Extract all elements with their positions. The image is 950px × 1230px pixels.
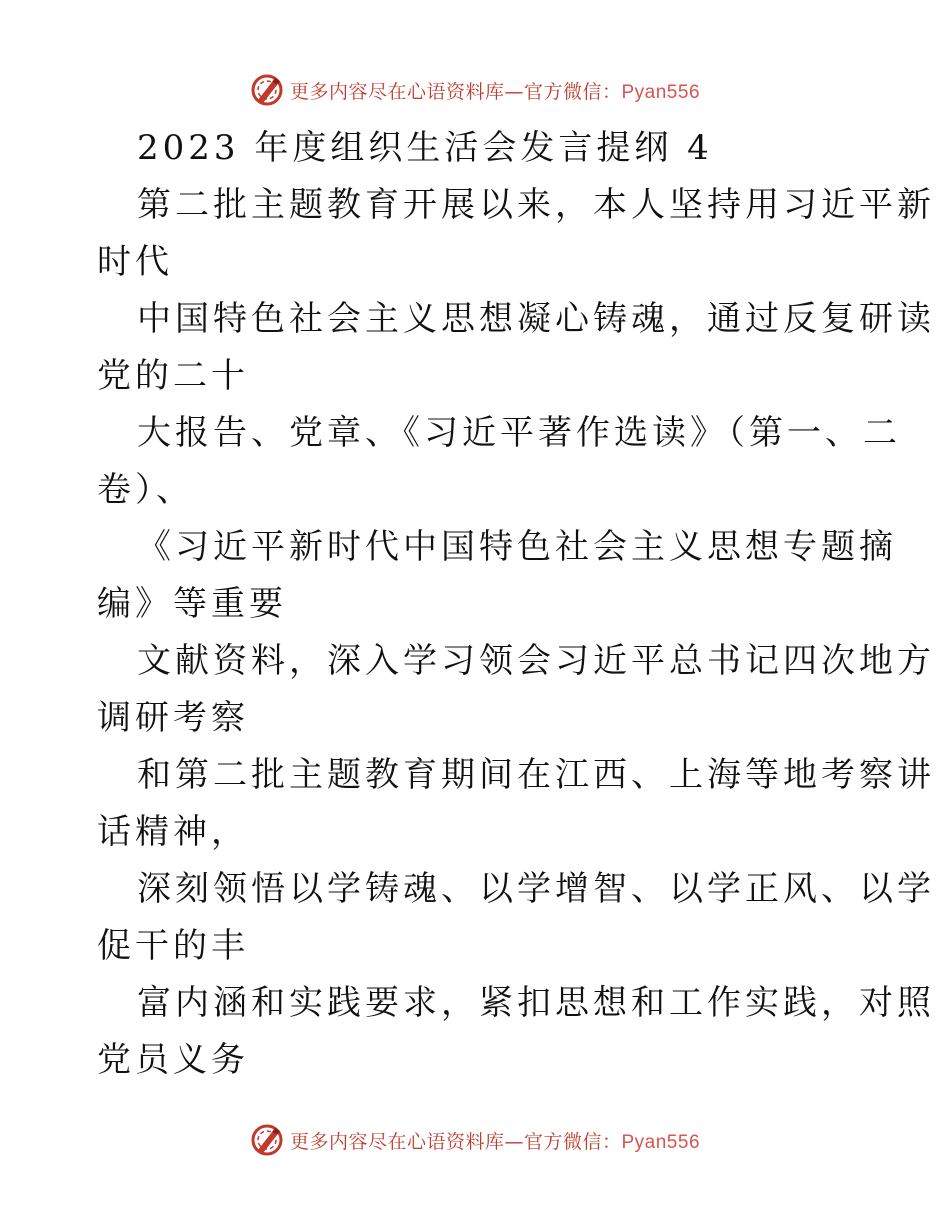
text-line: 深刻领悟以学铸魂、以学增智、以学正风、以学 bbox=[137, 869, 935, 909]
text-line: 党的二十 bbox=[97, 356, 249, 396]
text-line: 调研考察 bbox=[97, 698, 249, 738]
text-line: 2023 年度组织生活会发言提纲 4 bbox=[137, 128, 713, 168]
text-line: 党员义务 bbox=[97, 1040, 249, 1080]
banner-wechat-handle: Pyan556 bbox=[621, 81, 701, 103]
text-line: 编》等重要 bbox=[97, 584, 287, 624]
text-line: 中国特色社会主义思想凝心铸魂，通过反复研读 bbox=[137, 299, 935, 339]
text-line: 促干的丰 bbox=[97, 926, 249, 966]
text-line: 《习近平新时代中国特色社会主义思想专题摘 bbox=[137, 527, 897, 567]
text-line: 卷）、 bbox=[97, 470, 194, 510]
text-line: 文献资料，深入学习领会习近平总书记四次地方 bbox=[137, 641, 935, 681]
banner-text bbox=[290, 77, 700, 104]
pen-nib-logo-icon bbox=[250, 1123, 284, 1157]
pen-nib-logo-icon bbox=[250, 73, 284, 107]
text-line: 富内涵和实践要求，紧扣思想和工作实践，对照 bbox=[137, 983, 935, 1023]
text-line: 大报告、党章、《习近平著作选读》（第一、二 bbox=[137, 413, 901, 453]
banner-wechat-label: 官方微信： bbox=[523, 1130, 622, 1153]
banner-wechat-handle: Pyan556 bbox=[621, 1131, 701, 1153]
banner-dash: — bbox=[504, 1130, 524, 1153]
banner-dash: — bbox=[504, 80, 524, 103]
header-banner bbox=[0, 70, 950, 110]
text-line: 话精神， bbox=[97, 812, 249, 852]
text-line: 时代 bbox=[97, 242, 173, 282]
banner-text bbox=[290, 1127, 700, 1154]
banner-wechat-label: 官方微信： bbox=[523, 80, 622, 103]
document-body bbox=[97, 120, 935, 1089]
text-line: 第二批主题教育开展以来，本人坚持用习近平新 bbox=[137, 185, 935, 225]
banner-main-text: 更多内容尽在心语资料库 bbox=[289, 80, 505, 103]
footer-banner bbox=[0, 1120, 950, 1160]
text-line: 和第二批主题教育期间在江西、上海等地考察讲 bbox=[137, 755, 935, 795]
banner-main-text: 更多内容尽在心语资料库 bbox=[289, 1130, 505, 1153]
